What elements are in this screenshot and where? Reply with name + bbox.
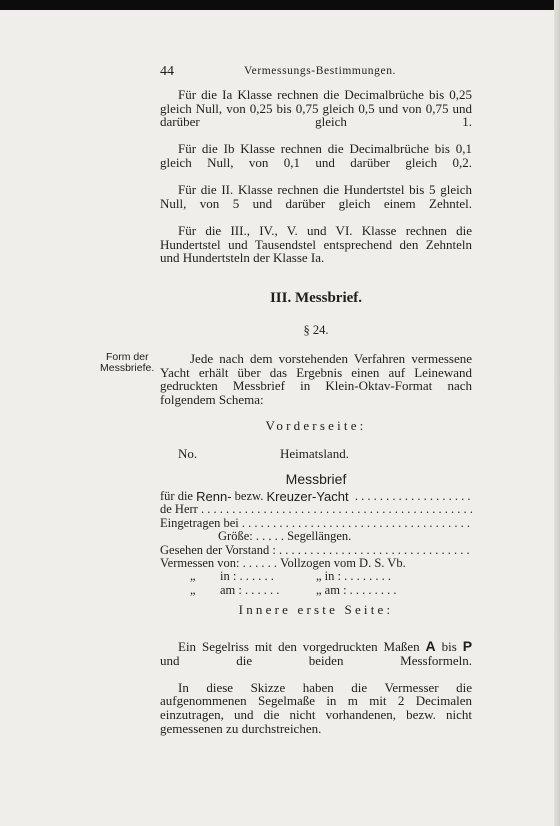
row-am-right: „ am : . . . . . . . . bbox=[316, 583, 397, 597]
form-row-registered bbox=[160, 517, 472, 530]
row-renn: Renn- bbox=[196, 490, 232, 504]
row-sail-lengths: . Segellängen. bbox=[280, 530, 352, 544]
messbrief-form bbox=[160, 490, 472, 597]
bottom-para1-end: und die beiden Messformeln. bbox=[160, 652, 472, 668]
letter-p: P bbox=[462, 638, 473, 654]
paragraph-klasse-ii: Für die II. Klasse rechnen die Hundertstel bis 5 gleich Null, von 5 und darüber gleich einem Zehntel. bbox=[160, 182, 472, 211]
scan-right-edge bbox=[554, 0, 560, 826]
row-in-left: in : . . . . . . bbox=[220, 570, 274, 584]
intro-paragraph: Jede nach dem vorstehenden Verfahren vermessene Yacht erhält über das Ergebnis einen auf Leinewand gedruckten Messbrief in Klein-Oktav-Format nach folgendem Schema: bbox=[160, 351, 472, 407]
page-number: 44 bbox=[160, 64, 174, 79]
row-kreuzer: Kreuzer-Yacht bbox=[266, 490, 349, 504]
bottom-para1-text: Ein Segelriss mit den vorgedruckten Maßen bbox=[178, 639, 420, 654]
bottom-paragraph-2: In diese Skizze haben die Vermesser die aufgenommenen Segelmaße in m mit 2 Decimalen einzutragen, und die nicht vorhandenen, bezw. nicht gemessenen zu durchstreichen. bbox=[160, 679, 472, 736]
row-measured-label: Vermessen von: . . . . . . bbox=[160, 557, 277, 571]
form-row-board bbox=[160, 544, 472, 557]
form-row-size bbox=[160, 530, 472, 543]
form-row-in bbox=[160, 570, 472, 583]
fill-dots bbox=[279, 544, 472, 557]
section-title: III. Messbrief. bbox=[269, 290, 363, 306]
form-row-owner bbox=[160, 503, 472, 516]
bottom-paragraph-1 bbox=[160, 640, 472, 681]
row-board-label: Gesehen der Vorstand : bbox=[160, 543, 276, 557]
running-title: Vermessungs-Bestimmungen. bbox=[244, 65, 397, 77]
section-number: § 24. bbox=[303, 323, 329, 337]
ditto-mark: „ bbox=[190, 583, 196, 597]
intro-block bbox=[160, 352, 472, 406]
row-prefix: für die bbox=[160, 490, 193, 503]
front-heading: Vorderseite: bbox=[265, 418, 367, 433]
word-bis: bis bbox=[441, 639, 457, 654]
paragraph-klasse-ia: Für die Ia Klasse rechnen die Decimalbrüche bis 0,25 gleich Null, von 0,25 bis 0,75 gleich 0,5 und von 0,75 und darüber gleich 1. bbox=[160, 87, 472, 130]
fill-dots bbox=[355, 490, 472, 503]
form-row-am bbox=[160, 584, 472, 597]
margin-note-line-2: Messbriefe. bbox=[100, 362, 155, 374]
paragraph-klasse-ib: Für die Ib Klasse rechnen die Decimalbrüche bis 0,1 gleich Null, von 0,1 und darüber gleich 0,2. bbox=[160, 141, 472, 170]
margin-note-line-1: Form der bbox=[106, 351, 149, 363]
ditto-mark: „ bbox=[190, 570, 196, 584]
bottom-text-block bbox=[160, 640, 472, 735]
row-executed-label: Vollzogen vom D. S. Vb. bbox=[280, 557, 406, 571]
fill-dots bbox=[242, 517, 472, 530]
fill-dots bbox=[201, 503, 472, 516]
letter-a: A bbox=[425, 638, 436, 654]
margin-note bbox=[100, 352, 160, 374]
row-bezw: bezw. bbox=[234, 490, 264, 503]
messbrief-title: Messbrief bbox=[285, 471, 347, 487]
inner-heading: Innere erste Seite: bbox=[238, 602, 394, 617]
scan-top-edge bbox=[0, 0, 560, 10]
row-size-label: Größe: . . . . bbox=[218, 530, 278, 544]
top-text-block bbox=[160, 88, 472, 265]
form-row-measured bbox=[160, 557, 472, 570]
row-owner-label: de Herr bbox=[160, 503, 198, 517]
form-row-yacht bbox=[160, 490, 472, 503]
paragraph-klasse-iii-vi: Für die III., IV., V. und VI. Klasse rechnen die Hundertstel und Tausendstel entsprechend den Zehnteln und Hundertsteln der Klasse Ia. bbox=[160, 222, 472, 266]
row-am-left: am : . . . . . . bbox=[220, 583, 280, 597]
home-country-label: Heimatsland. bbox=[280, 446, 349, 461]
row-registered-label: Eingetragen bei bbox=[160, 516, 239, 530]
number-label: No. bbox=[178, 446, 198, 461]
row-in-right: „ in : . . . . . . . . bbox=[316, 570, 391, 584]
